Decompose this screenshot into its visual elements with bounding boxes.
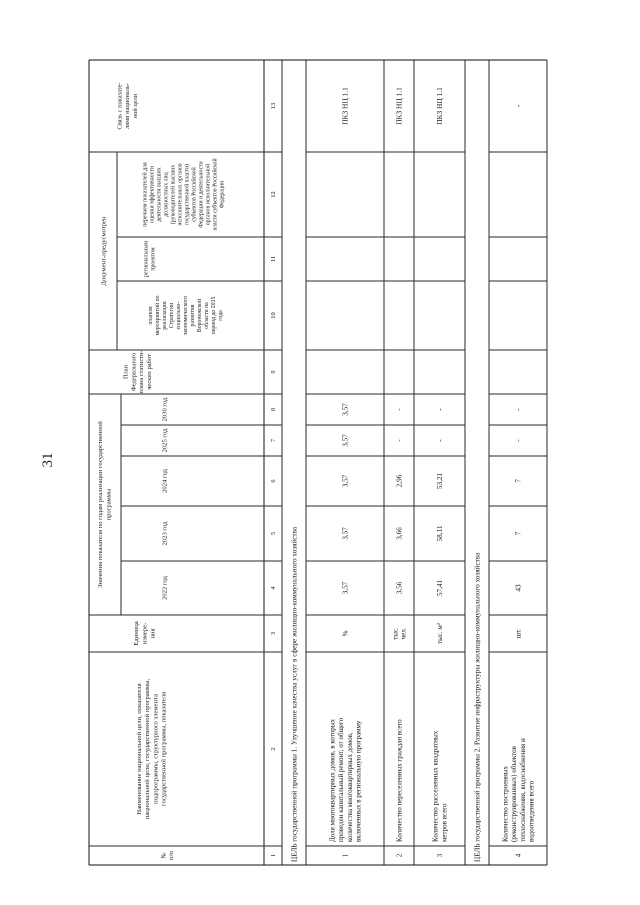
text-line: Стратегии	[169, 302, 176, 329]
text-line: программы	[105, 488, 113, 521]
text-line: экономического	[183, 295, 190, 336]
text-line: Воронежской	[197, 298, 204, 333]
header-year	[161, 468, 168, 492]
text-line: Федерации	[219, 180, 226, 209]
column-number	[270, 191, 277, 197]
text-line: теплоснабжения, водоснабжения и	[518, 738, 527, 842]
text-line: Значения показателя по годам реализации государственной	[97, 421, 105, 588]
text-line: 3,57	[341, 527, 350, 540]
column-number	[270, 312, 277, 318]
text-line: 1	[270, 853, 278, 858]
text-line: ЦЕЛЬ государственной программы 2. Развитие инфраструктуры жилищно-коммунального хозяйства	[473, 552, 482, 862]
text-line: перечнем показателей для	[142, 162, 149, 227]
row-value-2030	[342, 403, 350, 416]
row-link	[341, 87, 350, 125]
text-line: 3	[435, 853, 444, 858]
row-value-2022	[342, 581, 350, 594]
text-line: лями националь-	[124, 82, 132, 130]
header-year	[161, 428, 168, 452]
text-line: деятельности высших	[156, 167, 163, 222]
text-line: водоотведения всего	[527, 780, 536, 842]
row-indicator-name	[329, 717, 363, 842]
text-line: 2025 год	[161, 428, 169, 453]
text-line: 9	[270, 370, 278, 374]
text-line: 5	[270, 531, 278, 536]
text-line: №	[160, 852, 168, 859]
row-value-2023	[436, 525, 444, 541]
goal-1-heading	[291, 526, 299, 862]
text-line: Документ-предусмотрен	[100, 216, 108, 286]
text-line: метров всего	[440, 803, 449, 842]
text-line: государственной власти)	[184, 163, 191, 226]
text-line: 7	[270, 438, 278, 443]
text-line: тыс. м²	[435, 623, 444, 644]
row-value-2025	[342, 434, 350, 447]
text-line: 2	[395, 853, 404, 858]
text-line: 6	[270, 479, 278, 483]
text-line: Доля многоквартирных домов, в которых	[328, 719, 337, 842]
text-line: реализации	[162, 301, 169, 330]
text-line: 1	[341, 853, 350, 858]
row-value-2023	[515, 531, 523, 535]
row-number	[436, 853, 444, 857]
text-line: проведен капитальный ремонт, от общего	[337, 717, 346, 842]
text-line: 2022 год	[161, 576, 169, 600]
text-line: п/п	[168, 851, 176, 860]
header-strategy	[148, 295, 224, 335]
text-line: %	[341, 630, 350, 637]
row-indicator-name	[395, 719, 403, 842]
text-line: 58,11	[436, 525, 445, 542]
text-line: включенных в региональную программу	[354, 720, 363, 842]
text-line: -	[436, 408, 445, 411]
text-line: -	[395, 439, 404, 442]
text-line: мероприятий по	[155, 295, 162, 336]
text-line: -	[514, 408, 523, 411]
text-line: -	[514, 439, 523, 442]
text-line: Федерального	[130, 352, 138, 392]
text-line: государственной программы, показателя	[160, 691, 168, 807]
text-line: проектом	[150, 247, 157, 271]
text-line: период до 2035	[211, 296, 218, 335]
text-line: 2023 год	[161, 521, 169, 546]
text-line: шт.	[514, 628, 523, 639]
row-value-2024	[515, 479, 523, 483]
text-line: измере-	[141, 622, 149, 645]
text-line: 2	[270, 747, 278, 751]
text-line: ной цели	[132, 93, 140, 119]
text-line: развития	[190, 304, 197, 327]
text-line: 43	[514, 584, 523, 592]
text-line: 3,57	[341, 581, 350, 595]
header-evaluation	[142, 158, 226, 230]
row-unit	[436, 623, 444, 644]
text-line: Количество переселенных граждан всего	[395, 719, 404, 842]
column-number	[270, 479, 277, 482]
text-line: Федерации и деятельности	[198, 161, 205, 228]
text-line: (реконструированных) объектов	[510, 746, 519, 842]
column-number	[270, 632, 277, 635]
text-line: 7	[514, 479, 523, 483]
goal-2-heading	[474, 552, 482, 862]
column-number	[270, 103, 277, 109]
row-value-2023	[396, 527, 404, 540]
row-unit	[391, 627, 407, 640]
column-number	[270, 408, 277, 411]
text-line: ПКЗ НЦ 1.1	[394, 87, 404, 125]
row-unit	[514, 628, 522, 638]
text-line: планом	[148, 306, 155, 325]
text-line: Количество расселенных квадратных	[431, 730, 440, 842]
text-line: Связь с показате-	[116, 82, 124, 130]
text-line: Количество построенных	[501, 765, 510, 842]
text-line: ЦЕЛЬ государственной программы 1. Улучшение качества услуг в сфере жилищно-коммунального хозяйства	[290, 526, 299, 862]
text-line: 57,41	[436, 579, 445, 597]
text-line: должностных лиц	[163, 172, 170, 217]
text-line: 3,66	[395, 527, 404, 540]
text-line: ПКЗ НЦ 1.1	[435, 87, 445, 125]
text-line: чел.	[399, 627, 408, 640]
text-line: 2030 год	[161, 397, 169, 422]
text-line: 3,57	[341, 474, 350, 488]
text-line: (руководителей высших	[170, 164, 177, 225]
text-line: оценки эффективности	[149, 165, 156, 224]
text-line: области на	[204, 302, 211, 329]
text-line: тыс.	[391, 627, 400, 640]
row-value-2024	[396, 474, 404, 487]
text-line: субъектов Российской	[191, 167, 198, 222]
text-line: 3,56	[395, 581, 404, 595]
text-line: ческих работ	[145, 354, 153, 390]
text-line: 13	[270, 102, 278, 110]
row-number	[395, 853, 403, 857]
text-line: 12	[270, 191, 278, 198]
row-value-2023	[342, 527, 350, 540]
row-number	[514, 853, 522, 857]
text-line: 4	[270, 586, 278, 590]
text-line: 3,57	[341, 434, 350, 447]
text-line: социально-	[176, 301, 183, 330]
row-link	[435, 87, 444, 125]
text-line: 2,96	[395, 474, 404, 488]
text-line: Единица	[133, 621, 141, 646]
text-line: 2024 год	[161, 469, 169, 493]
text-line: власти субъектов Российской	[212, 158, 219, 231]
text-line: 8	[270, 407, 278, 412]
text-line: 11	[270, 255, 278, 263]
row-value-2024	[436, 473, 444, 490]
text-line: исполнительных органов	[177, 163, 184, 226]
page-number: 31	[40, 452, 56, 468]
text-line: национальной цели, государственной программы,	[144, 678, 152, 820]
column-number	[270, 747, 277, 750]
column-number	[270, 370, 277, 373]
row-value-2022	[436, 580, 444, 597]
text-line: региональным	[143, 241, 150, 277]
text-line: 3,57	[341, 403, 350, 416]
row-value-2024	[342, 474, 350, 487]
column-number	[270, 532, 277, 535]
text-line: 3	[270, 631, 278, 636]
text-line: ПКЗ НЦ 1.1	[340, 87, 350, 125]
text-line: плана статисти-	[138, 350, 146, 394]
text-line: -	[513, 104, 523, 108]
text-line: ния	[149, 628, 157, 639]
column-number	[270, 256, 277, 262]
row-value-2022	[396, 581, 404, 594]
header-docs-group	[100, 216, 107, 286]
row-link	[395, 87, 404, 125]
text-line: 10	[270, 312, 278, 319]
header-year	[161, 521, 168, 545]
text-line: Наименование национальной цели, показателя	[136, 683, 144, 815]
text-line: года	[218, 310, 225, 321]
text-line: 7	[514, 531, 523, 536]
header-name	[136, 678, 168, 819]
header-year	[161, 575, 168, 599]
text-line: 4	[514, 853, 523, 858]
column-number	[270, 854, 277, 857]
text-line: количества многоквартирных домов,	[345, 732, 354, 842]
text-line: -	[395, 408, 404, 411]
text-line: 53,21	[436, 472, 445, 490]
text-line: План	[122, 364, 130, 380]
row-unit	[341, 630, 349, 636]
text-line: органов исполнительной	[205, 163, 212, 226]
row-value-2022	[515, 584, 523, 592]
row-number	[341, 853, 349, 857]
text-line: -	[436, 439, 445, 442]
text-line: подпрограммы, структурного элемента	[152, 694, 160, 804]
header-year	[161, 397, 168, 421]
